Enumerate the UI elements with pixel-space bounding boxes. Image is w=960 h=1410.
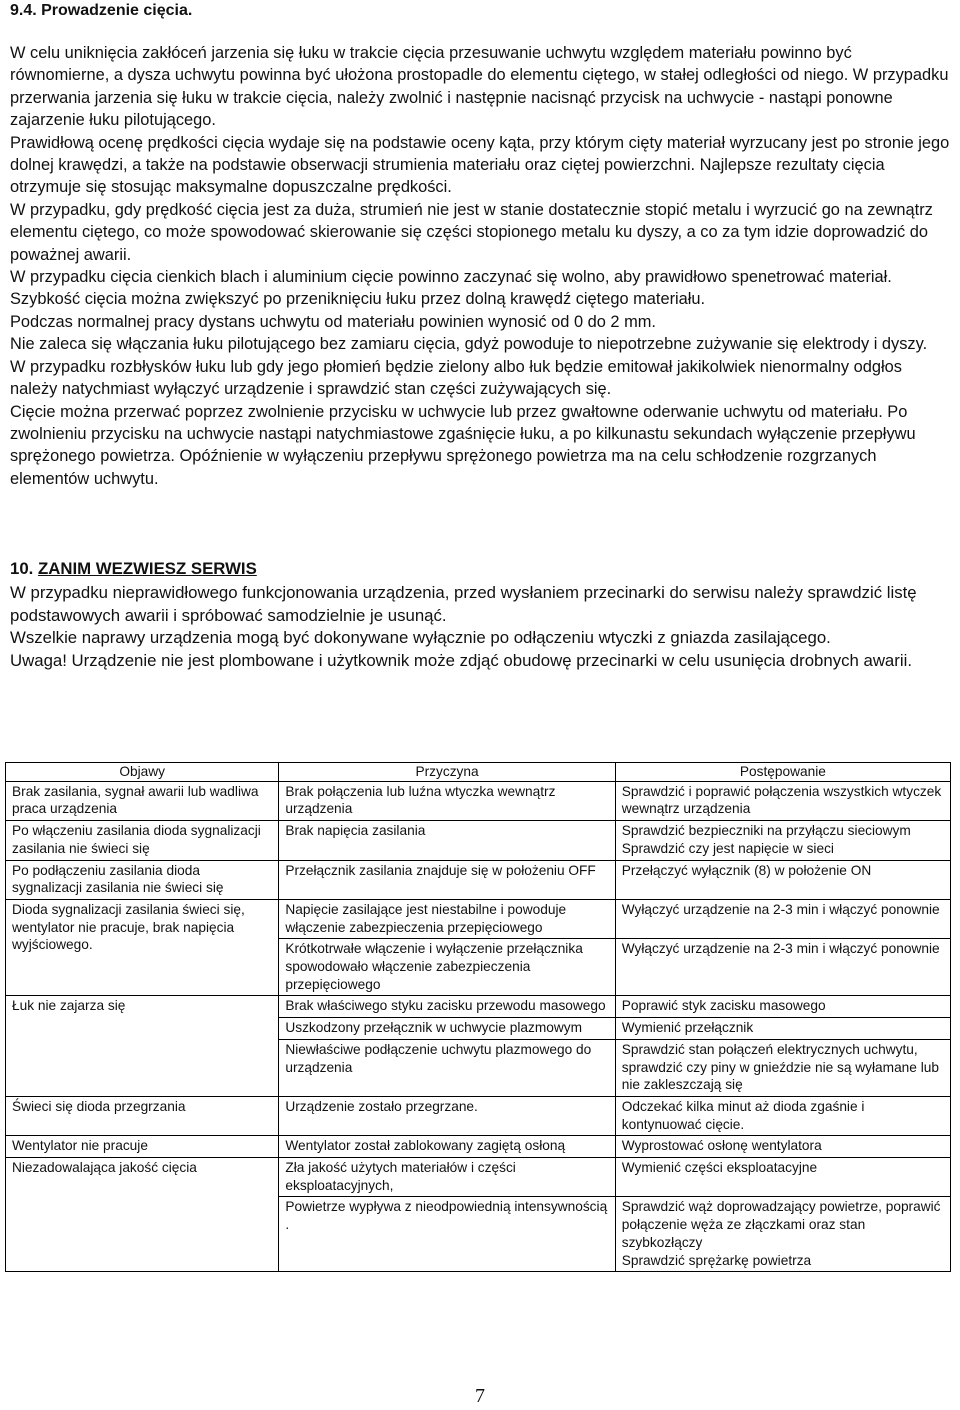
intro-paragraph-7: W przypadku rozbłysków łuku lub gdy jego płomień będzie zielony albo łuk będzie emitował jakikolwiek nienormalny odgłos należy natychmiast wyłączyć urządzenie i sprawdzić stan części zużywających się. [10, 357, 902, 399]
table-cell-text: Łuk nie zajarza się [12, 998, 126, 1014]
intro-paragraph-4: W przypadku cięcia cienkich blach i aluminium cięcie powinno zaczynać się wolno, aby prawidłowo spenetrować materiał. Szybkość cięcia można zwiększyć po przeniknięciu łuku przez dolną krawędź ciętego materiału. [10, 268, 892, 309]
table-cell-text: Sprawdzić i poprawić połączenia wszystkich wtyczek wewnątrz urządzenia [621, 783, 942, 817]
table-cell-action [615, 821, 950, 860]
table-cell-symptom [6, 1136, 279, 1158]
table-cell-text: Wymienić przełącznik [621, 1020, 754, 1036]
table-cell-symptom [6, 996, 279, 1097]
intro-paragraph-6: Nie zaleca się włączania łuku pilotującego bez zamiaru cięcia, gdyż powoduje to niepotrzebne zużywanie się elektrody i dyszy. [10, 335, 928, 354]
table-cell-text: Przełącznik zasilania znajduje się w położeniu OFF [285, 862, 596, 878]
table-cell-symptom [6, 781, 279, 820]
table-cell-cause [279, 1136, 615, 1158]
table-cell-cause [279, 996, 615, 1018]
table-header-objawy: Objawy [6, 763, 279, 782]
table-row [6, 1136, 951, 1158]
table-cell-text: Poprawić styk zacisku masowego [621, 998, 826, 1014]
table-row [6, 860, 951, 899]
table-cell-text: Brak zasilania, sygnał awarii lub wadliwa praca urządzenia [12, 783, 259, 817]
table-cell-action [615, 899, 950, 938]
table-cell-text: Powietrze wypływa z nieodpowiednią intensywnością [285, 1199, 608, 1215]
table-body [6, 781, 951, 1272]
table-cell-text: Zła jakość użytych materiałów i części eksploatacyjnych, [285, 1160, 516, 1193]
table-cell-action [615, 1096, 950, 1135]
table-cell-text: Sprawdzić sprężarkę powietrza [621, 1252, 812, 1268]
table-cell-text: Dioda sygnalizacji zasilania świeci się, wentylator nie pracuje, brak napięcia wyjściowego. [12, 901, 245, 953]
table-cell-action [615, 860, 950, 899]
table-cell-text: Wyprostować osłonę wentylatora [621, 1138, 822, 1154]
table-cell-text: Niezadowalająca jakość cięcia [12, 1160, 197, 1176]
table-cell-text: . [285, 1217, 290, 1233]
table-cell-cause [279, 860, 615, 899]
table-cell-text: Napięcie zasilające jest niestabilne i powoduje włączenie zabezpieczenia przepięciowego [285, 901, 567, 935]
section-title: 9.4. Prowadzenie cięcia. [10, 2, 193, 19]
table-cell-text: Sprawdzić wąż doprowadzający powietrze, poprawić połączenie węża ze złączkami oraz stan szybkozłączy [621, 1199, 941, 1250]
table-cell-text: Sprawdzić czy jest napięcie w sieci [621, 840, 834, 856]
table-cell-text: Przełączyć wyłącznik (8) w położenie ON [621, 862, 872, 878]
section-10-text [10, 582, 950, 672]
table-cell-symptom [6, 821, 279, 860]
intro-paragraph-8: Cięcie można przerwać poprzez zwolnienie przycisku w uchwycie lub przez gwałtowne oderwanie uchwytu od materiału. Po zwolnieniu przycisku na uchwycie nastąpi natychmiastowe zgaśnięcie łuku, a po kilkunastu sekundach wyłączenie przepływu sprężonego powietrza. Opóźnienie w wyłączeniu przepływu sprężonego powietrza ma na celu schłodzenie rozgrzanych elementów uchwytu. [10, 402, 916, 488]
intro-paragraph-5: Podczas normalnej pracy dystans uchwytu od materiału powinien wynosić od 0 do 2 mm. [10, 312, 656, 331]
table-cell-text: Odczekać kilka minut aż dioda zgaśnie i kontynuować cięcie. [621, 1098, 865, 1132]
troubleshooting-table [5, 762, 951, 1272]
table-cell-text: Niewłaściwe podłączenie uchwytu plazmowego do urządzenia [285, 1041, 592, 1075]
section-10-number: 10. [10, 559, 34, 578]
table-row [6, 821, 951, 860]
table-cell-symptom [6, 899, 279, 996]
intro-text [10, 42, 950, 490]
table-cell-symptom [6, 860, 279, 899]
table-cell-text: Wentylator został zablokowany zagiętą osłoną [285, 1138, 566, 1154]
table-cell-text: Brak połączenia lub luźna wtyczka wewnątrz urządzenia [285, 783, 556, 817]
table-cell-text: Wymienić części eksploatacyjne [621, 1160, 818, 1176]
table-cell-cause [279, 1158, 615, 1197]
intro-paragraph-2: Prawidłową ocenę prędkości cięcia wydaje się na podstawie oceny kąta, przy którym cięty materiał wyrzucany jest po stronie jego dolnej krawędzi, a także na podstawie obserwacji strumienia materiału oraz ciętej powierzchni. Najlepsze rezultaty cięcia otrzymuje się stosując maksymalne dopuszczalne prędkości. [10, 133, 950, 197]
table-cell-text: Wyłączyć urządzenie na 2-3 min i włączyć ponownie [621, 901, 940, 917]
table-header-przyczyna: Przyczyna [279, 763, 615, 782]
table-cell-text: Brak właściwego styku zacisku przewodu masowego [285, 998, 606, 1014]
section-10-title: ZANIM WEZWIESZ SERWIS [38, 559, 257, 578]
table-cell-action [615, 1136, 950, 1158]
table-row [6, 899, 951, 938]
table-row [6, 1158, 951, 1197]
table-cell-action [615, 996, 950, 1018]
table-cell-text: Wentylator nie pracuje [12, 1138, 148, 1154]
table-cell-text: Po włączeniu zasilania dioda sygnalizacji zasilania nie świeci się [12, 823, 261, 856]
table-header-row [6, 763, 951, 782]
table-cell-action [615, 939, 950, 996]
table-cell-cause [279, 1197, 615, 1272]
table-cell-cause [279, 781, 615, 820]
table-cell-cause [279, 821, 615, 860]
table-cell-text: Krótkotrwałe włączenie i wyłączenie przełącznika spowodowało włączenie zabezpieczenia przepięciowego [285, 941, 583, 992]
table-cell-action [615, 1197, 950, 1272]
table-cell-text: Brak napięcia zasilania [285, 823, 426, 839]
table-cell-text: Sprawdzić stan połączeń elektrycznych uchwytu, sprawdzić czy piny w gnieździe nie są wyłamane lub nie zakleszczają się [621, 1041, 939, 1093]
intro-paragraph-3: W przypadku, gdy prędkość cięcia jest za duża, strumień nie jest w stanie dostatecznie stopić metalu i wyrzucić go na zewnątrz elementu ciętego, co może spowodować skierowanie się części stopionego metalu ku dyszy, a co za tym idzie doprowadzić do poważnej awarii. [10, 200, 933, 264]
table-header-postepowanie: Postępowanie [615, 763, 950, 782]
table-cell-symptom [6, 1158, 279, 1272]
table-cell-text: Urządzenie zostało przegrzane. [285, 1098, 478, 1114]
intro-paragraph-1: W celu uniknięcia zakłóceń jarzenia się łuku w trakcie cięcia przesuwanie uchwytu względem materiału powinno być równomierne, a dysza uchwytu powinna być ułożona prostopadle do elementu ciętego, w stałej odległości od niego. W przypadku przerwania jarzenia się łuku w trakcie cięcia, należy zwolnić i następnie nacisnąć przycisk na uchwycie - nastąpi ponowne zajarzenie łuku pilotującego. [10, 44, 949, 130]
table-cell-text: Wyłączyć urządzenie na 2-3 min i włączyć ponownie [621, 941, 940, 957]
table-cell-action [615, 1158, 950, 1197]
table-row [6, 1096, 951, 1135]
table-cell-symptom [6, 1096, 279, 1135]
table-cell-cause [279, 899, 615, 938]
table-row [6, 781, 951, 820]
table-cell-text: Uszkodzony przełącznik w uchwycie plazmowym [285, 1020, 583, 1036]
table-cell-cause [279, 1096, 615, 1135]
section-10-heading [10, 558, 257, 580]
table-cell-text: Sprawdzić bezpieczniki na przyłączu sieciowym [621, 823, 911, 839]
table-cell-cause [279, 1039, 615, 1096]
section-10-paragraph-2: Wszelkie naprawy urządzenia mogą być dokonywane wyłącznie po odłączeniu wtyczki z gniazda zasilającego. [10, 628, 831, 647]
table-cell-action [615, 1039, 950, 1096]
table-cell-action [615, 781, 950, 820]
page-number: 7 [475, 1385, 485, 1407]
section-10-paragraph-3: Uwaga! Urządzenie nie jest plombowane i użytkownik może zdjąć obudowę przecinarki w celu usunięcia drobnych awarii. [10, 650, 912, 670]
table-cell-cause [279, 1018, 615, 1040]
table-cell-text: Po podłączeniu zasilania dioda sygnalizacji zasilania nie świeci się [12, 862, 224, 896]
table-cell-cause [279, 939, 615, 996]
section-10-paragraph-1: W przypadku nieprawidłowego funkcjonowania urządzenia, przed wysłaniem przecinarki do serwisu należy sprawdzić listę podstawowych awarii i spróbować samodzielnie je usunąć. [10, 583, 917, 625]
table-cell-action [615, 1018, 950, 1040]
table-row [6, 996, 951, 1018]
table-cell-text: Świeci się dioda przegrzania [12, 1098, 186, 1114]
